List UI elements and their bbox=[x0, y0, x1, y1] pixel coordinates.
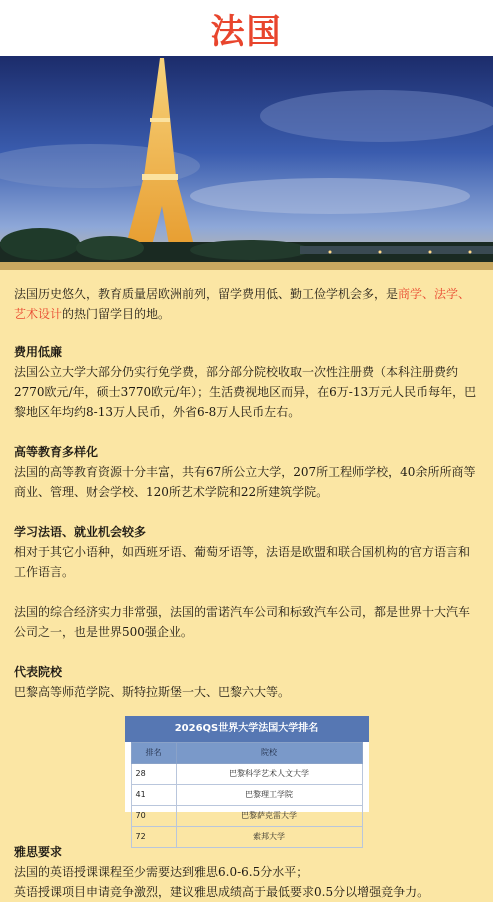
ranking-table-grid bbox=[131, 742, 363, 848]
section-language bbox=[14, 522, 479, 582]
column-header-school: 院校 bbox=[176, 743, 362, 764]
section-education bbox=[14, 442, 479, 502]
rank-cell: 70 bbox=[131, 806, 176, 827]
intro-text: 法国历史悠久，教育质量居欧洲前列，留学费用低、勤工俭学机会多，是 bbox=[14, 287, 399, 301]
section-text: 相对于其它小语种，如西班牙语、葡萄牙语等，法语是欧盟和联合国机构的官方语言和工作语言。 bbox=[14, 545, 471, 579]
school-cell: 索邦大学 bbox=[176, 827, 362, 848]
column-header-rank: 排名 bbox=[131, 743, 176, 764]
section-heading: 高等教育多样化 bbox=[14, 445, 99, 459]
table-row bbox=[131, 764, 362, 785]
ielts-line-1: 法国的英语授课课程至少需要达到雅思6.0-6.5分水平； bbox=[14, 865, 309, 879]
school-cell: 巴黎科学艺术人文大学 bbox=[176, 764, 362, 785]
eiffel-tower-photo bbox=[0, 56, 493, 270]
rank-cell: 72 bbox=[131, 827, 176, 848]
school-cell: 巴黎理工学院 bbox=[176, 785, 362, 806]
section-heading: 学习法语、就业机会较多 bbox=[14, 525, 147, 539]
school-cell: 巴黎萨克雷大学 bbox=[176, 806, 362, 827]
rank-cell: 41 bbox=[131, 785, 176, 806]
section-text: 法国公立大学大部分仍实行免学费，部分部分院校收取一次性注册费（本科注册费约2770欧元/年，硕士3770欧元/年）；生活费视地区而异，在6万-13万元人民币每年，巴黎地区年均约8-13万人民币，外省6-8万人民币左右。 bbox=[14, 365, 477, 419]
table-row bbox=[131, 785, 362, 806]
section-heading: 费用低廉 bbox=[14, 345, 63, 359]
rank-cell: 28 bbox=[131, 764, 176, 785]
section-ielts bbox=[14, 842, 479, 902]
page-title: 法国 bbox=[210, 12, 283, 52]
intro-text-end: 的热门留学目的地。 bbox=[62, 307, 171, 321]
intro-paragraph bbox=[14, 284, 479, 324]
table-row bbox=[131, 806, 362, 827]
section-schools bbox=[14, 662, 479, 702]
section-economy bbox=[14, 602, 479, 642]
section-cost bbox=[14, 342, 479, 422]
section-heading: 代表院校 bbox=[14, 665, 63, 679]
ranking-table bbox=[125, 716, 369, 841]
section-heading: 雅思要求 bbox=[14, 845, 63, 859]
section-text: 巴黎高等师范学院、斯特拉斯堡一大、巴黎六大等。 bbox=[14, 685, 291, 699]
section-text: 法国的高等教育资源十分丰富，共有67所公立大学，207所工程师学校，40余所所商等商业、管理、财会学校、120所艺术学院和22所建筑学院。 bbox=[14, 465, 476, 499]
table-row bbox=[131, 827, 362, 848]
section-text: 法国的综合经济实力非常强，法国的雷诺汽车公司和标致汽车公司，都是世界十大汽车公司之一，也是世界500强企业。 bbox=[14, 605, 471, 639]
title-bar bbox=[0, 0, 493, 56]
intro-highlight: 商学、法学、艺术设计 bbox=[14, 287, 471, 321]
content bbox=[0, 270, 493, 902]
ielts-line-2: 英语授课项目申请竞争激烈，建议雅思成绩高于最低要求0.5分以增强竞争力。 bbox=[14, 885, 430, 899]
ranking-table-title: 2026QS世界大学法国大学排名 bbox=[125, 716, 369, 742]
